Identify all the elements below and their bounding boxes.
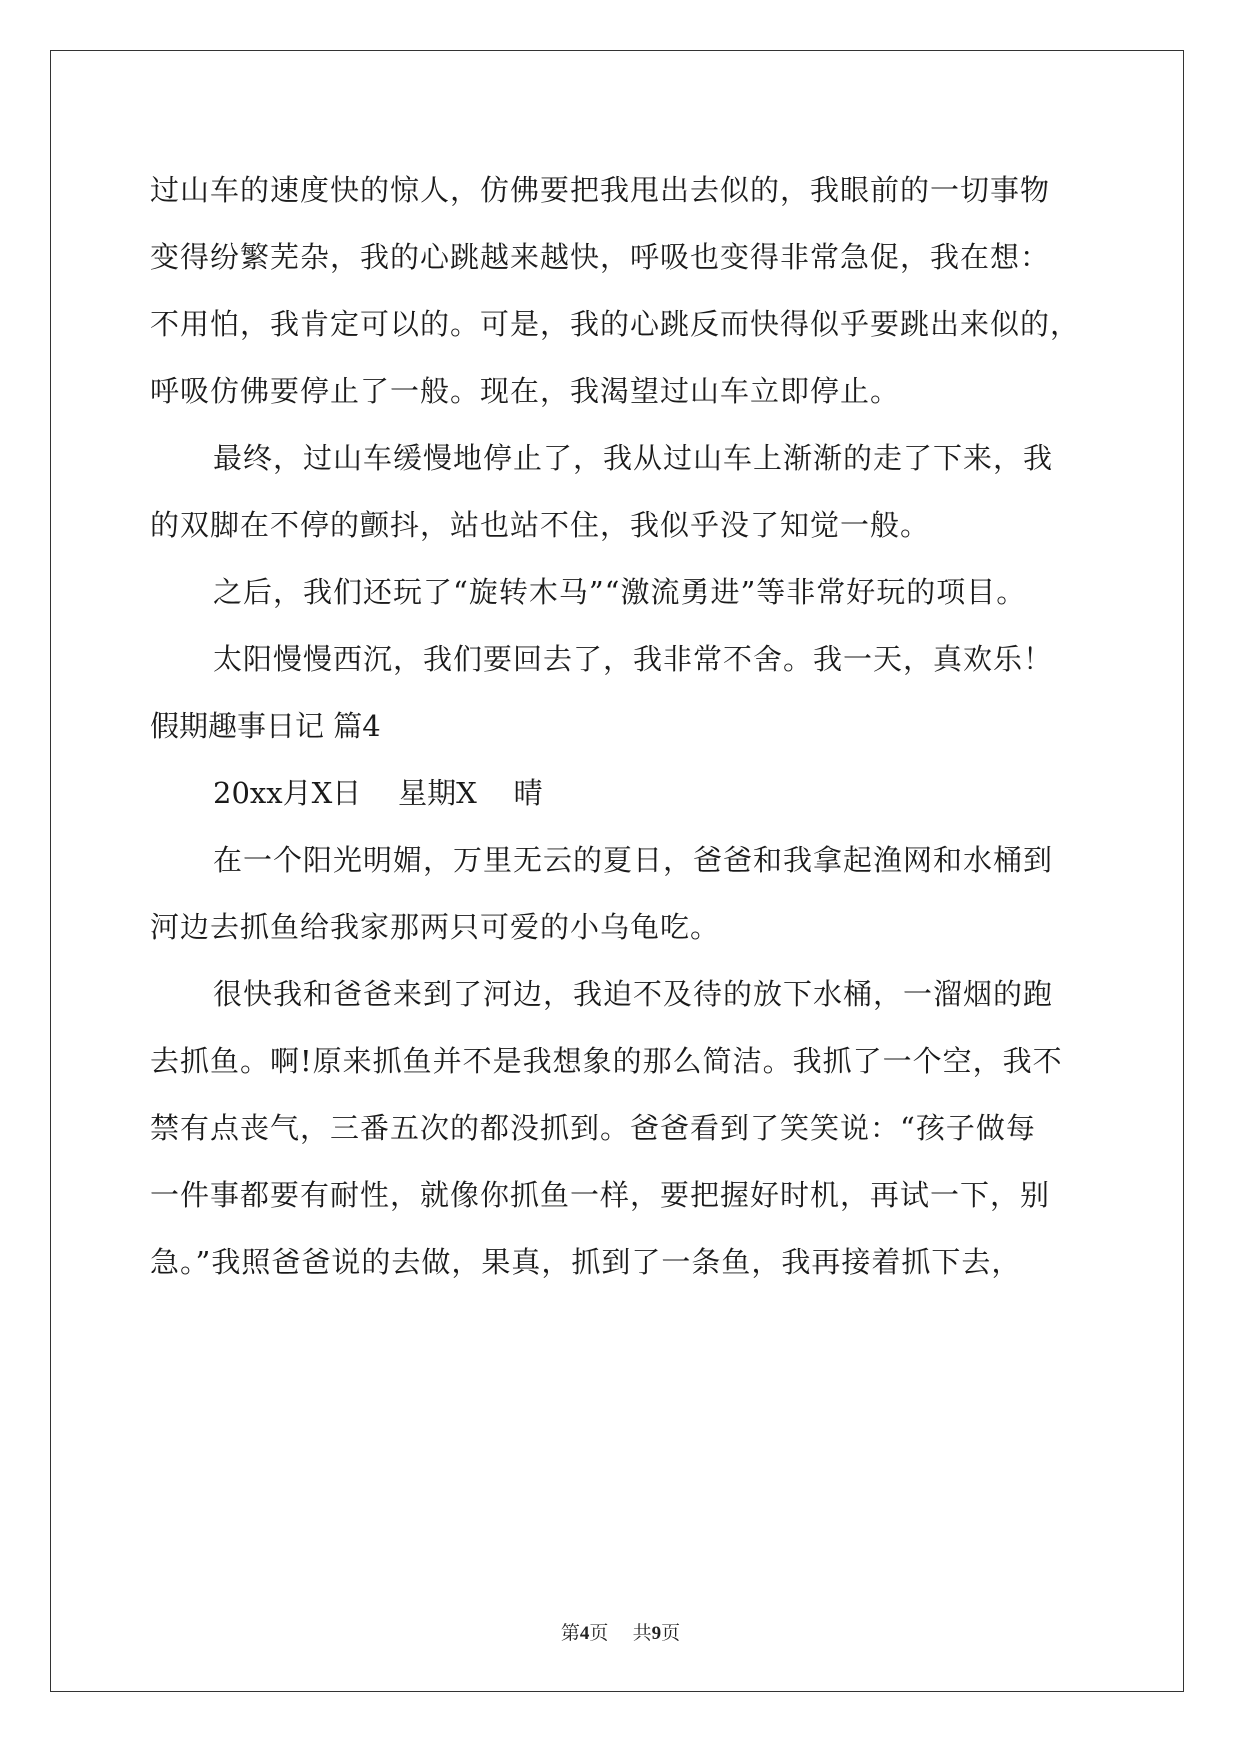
paragraph-line: 去抓鱼。啊!原来抓鱼并不是我想象的那么简洁。我抓了一个空，我不 (150, 1044, 1063, 1078)
total-prefix: 共 (632, 1622, 652, 1644)
paragraph-line: 禁有点丧气，三番五次的都没抓到。爸爸看到了笑笑说：“孩子做每 (150, 1111, 1036, 1145)
paragraph-line: 不用怕，我肯定可以的。可是，我的心跳反而快得似乎要跳出来似的， (150, 307, 1081, 341)
document-body (150, 157, 1090, 1296)
page-footer (0, 1618, 1241, 1645)
paragraph-line: 急。”我照爸爸说的去做，果真，抓到了一条鱼，我再接着抓下去， (150, 1245, 1022, 1279)
paragraph-line: 太阳慢慢西沉，我们要回去了，我非常不舍。我一天，真欢乐！ (213, 642, 1054, 676)
page-prefix: 第 (560, 1622, 580, 1644)
paragraph-line: 一件事都要有耐性，就像你抓鱼一样，要把握好时机，再试一下，别 (150, 1178, 1051, 1212)
section-heading: 假期趣事日记 篇4 (150, 709, 381, 743)
total-pages: 9 (651, 1623, 662, 1644)
paragraph-line: 在一个阳光明媚，万里无云的夏日，爸爸和我拿起渔网和水桶到 (213, 843, 1054, 877)
page-number: 4 (579, 1623, 590, 1644)
paragraph-line: 河边去抓鱼给我家那两只可爱的小乌龟吃。 (150, 910, 721, 944)
paragraph-line: 之后，我们还玩了“旋转木马”“激流勇进”等非常好玩的项目。 (213, 575, 1027, 609)
paragraph-line: 呼吸仿佛要停止了一般。现在，我渴望过山车立即停止。 (150, 374, 901, 408)
paragraph-line: 最终，过山车缓慢地停止了，我从过山车上渐渐的走了下来，我 (213, 441, 1054, 475)
paragraph-line: 很快我和爸爸来到了河边，我迫不及待的放下水桶，一溜烟的跑 (213, 977, 1054, 1011)
paragraph-line: 的双脚在不停的颤抖，站也站不住，我似乎没了知觉一般。 (150, 508, 931, 542)
paragraph-line: 过山车的速度快的惊人，仿佛要把我甩出去似的，我眼前的一切事物 (150, 173, 1051, 207)
page-suffix: 页 (589, 1622, 609, 1644)
diary-date-line: 20xx月X日 星期X 晴 (213, 776, 543, 810)
total-suffix: 页 (661, 1622, 681, 1644)
paragraph-line: 变得纷繁芜杂，我的心跳越来越快，呼吸也变得非常急促，我在想： (150, 240, 1051, 274)
